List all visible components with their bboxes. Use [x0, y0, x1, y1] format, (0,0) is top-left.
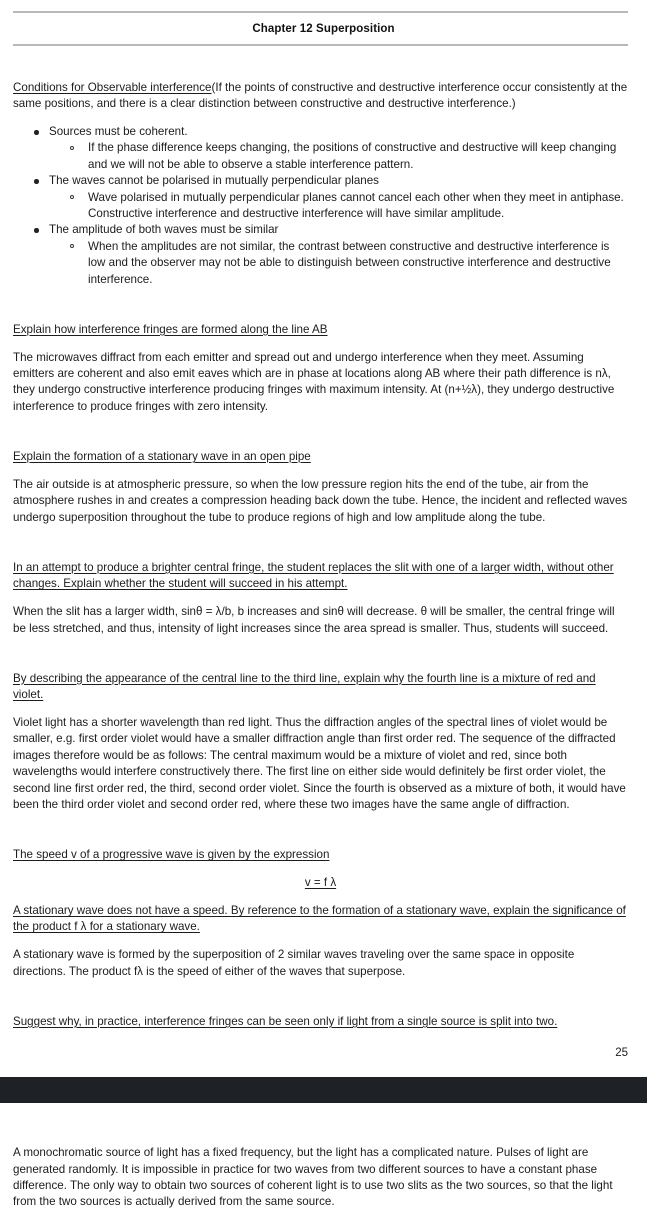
circle-bullet-icon — [70, 146, 74, 150]
heading-text: Explain how interference fringes are formed along the line AB — [13, 322, 328, 336]
spacer — [13, 637, 628, 659]
heading-text: By describing the appearance of the central line to the third line, explain why the fourth line is a mixture of red and violet. — [13, 671, 596, 701]
section-fringes-ab — [13, 322, 628, 416]
conditions-list — [13, 124, 628, 288]
section-brighter-fringe-heading — [13, 560, 628, 593]
spacer — [13, 980, 628, 1002]
section-red-violet-body: Violet light has a shorter wavelength than red light. Thus the diffraction angles of the spectral lines of violet would be smaller, e.g. first order violet would have a smaller diffraction angle than first order red. The sequence of the diffracted images therefore would be as follows: The central maximum would be a mixture of violet and red, since both wavelengths would interfere constructively there. The first line on either side would definitely be first order violet, the second line first order red, the third, second order violet. Since the fourth is observed as a mixture of both, it would have been the third order violet and second order red, where these two images have the same angle of diffraction. — [13, 715, 626, 811]
spacer — [13, 526, 628, 548]
sub-list — [49, 239, 628, 288]
section-single-source-heading — [13, 1014, 628, 1030]
section-open-pipe — [13, 449, 628, 526]
next-page-paragraph: A monochromatic source of light has a fixed frequency, but the light has a complicated nature. Pulses of light are generated randomly. It is impossible in practice for two waves from two different sources to have a constant phase difference. The only way to obtain two sources of coherent light is to use two slits as the two sources, so that the light from the two sources is actually derived from the same source. — [13, 1146, 613, 1209]
section-single-source — [13, 1014, 628, 1030]
sub-list-item-label: If the phase difference keeps changing, the positions of constructive and destructive will keep changing and we will not be able to observe a stable interference pattern. — [88, 141, 617, 171]
section-open-pipe-body: The air outside is at atmospheric pressure, so when the low pressure region hits the end of the tube, air from the atmosphere rushes in and creates a compression heading back down the tube. Hence, the incident and reflected waves undergo superposition throughout the tube to produce regions of high and low amplitude along the tube. — [13, 477, 628, 524]
section-fringes-ab-heading — [13, 322, 628, 338]
section-red-violet-heading — [13, 671, 628, 704]
spacer — [13, 415, 628, 437]
list-item — [49, 239, 628, 288]
list-item — [49, 190, 628, 223]
section-wave-speed-heading — [13, 847, 628, 863]
section-wave-speed-heading-2 — [13, 903, 628, 936]
page-title: Chapter 12 Superposition — [252, 23, 395, 35]
list-item-label: The amplitude of both waves must be similar — [49, 223, 279, 237]
page-body — [0, 46, 647, 1030]
document-page — [0, 11, 647, 1211]
section-conditions-heading — [13, 80, 628, 113]
bullet-icon — [34, 179, 39, 184]
list-item-label: Sources must be coherent. — [49, 125, 188, 138]
wave-speed-equation — [13, 875, 628, 891]
list-item — [49, 140, 628, 173]
sub-list-item-label: When the amplitudes are not similar, the contrast between constructive and destructive interference is low and the observer may not be able to distinguish between constructive interference and destructive interference. — [88, 239, 611, 286]
section-wave-speed — [13, 847, 628, 980]
section-open-pipe-heading — [13, 449, 628, 465]
heading-text: Explain the formation of a stationary wave in an open pipe — [13, 449, 311, 463]
section-brighter-fringe-body: When the slit has a larger width, sinθ = λ/b, b increases and sinθ will decrease. θ will be smaller, the central fringe will be less stretched, and thus, intensity of light increases since the area spread is smaller. Thus, students will succeed. — [13, 605, 615, 635]
next-page-body — [0, 1103, 647, 1211]
section-conditions-heading-rest: (If the points of constructive and destructive interference occur consistently at the same positions, and there is a clear distinction between constructive and destructive interference.) — [13, 80, 628, 110]
spacer — [13, 813, 628, 835]
spacer — [13, 288, 628, 310]
circle-bullet-icon — [70, 195, 74, 199]
spacer — [13, 46, 628, 68]
sub-list — [49, 140, 628, 173]
section-conditions — [13, 80, 628, 288]
sub-list — [49, 190, 628, 223]
heading-text: A stationary wave does not have a speed. By reference to the formation of a stationary wave, explain the significance of the product f λ for a stationary wave. — [13, 903, 626, 934]
heading-text: In an attempt to produce a brighter central fringe, the student replaces the slit with one of a larger width, without other changes. Explain whether the student will succeed in his attempt. — [13, 560, 614, 591]
list-item — [13, 124, 628, 173]
list-item — [13, 173, 628, 222]
section-brighter-fringe — [13, 560, 628, 637]
circle-bullet-icon — [70, 244, 74, 248]
heading-text: Suggest why, in practice, interference fringes can be seen only if light from a single source is split into two. — [13, 1014, 558, 1028]
section-fringes-ab-body: The microwaves diffract from each emitter and spread out and undergo interference when they meet. Assuming emitters are coherent and also emit eaves which are in phase at locations along AB where their path difference is nλ, they undergo constructive interference producing fringes with maximum intensity. At (n+½λ), they undergo destructive interference to produce fringes with zero intensity. — [13, 350, 615, 413]
bullet-icon — [34, 130, 39, 135]
page-separator-bar — [0, 1077, 647, 1103]
equation-text: v = f λ — [304, 875, 337, 889]
heading-text: The speed v of a progressive wave is given by the expression — [13, 847, 330, 861]
page-number: 25 — [615, 1047, 628, 1060]
section-red-violet — [13, 671, 628, 814]
bullet-icon — [34, 228, 39, 233]
section-wave-speed-body: A stationary wave is formed by the superposition of 2 similar waves traveling over the same space in opposite directions. The product fλ is the speed of either of the waves that superpose. — [13, 948, 575, 978]
sub-list-item-label: Wave polarised in mutually perpendicular planes cannot cancel each other when they meet in antiphase. Constructive interference and destructive interference will have similar amplitude. — [88, 190, 624, 221]
list-item — [13, 222, 628, 288]
section-conditions-heading-underlined: Conditions for Observable interference — [13, 80, 212, 94]
list-item-label: The waves cannot be polarised in mutually perpendicular planes — [49, 174, 379, 188]
page-header — [0, 11, 647, 46]
